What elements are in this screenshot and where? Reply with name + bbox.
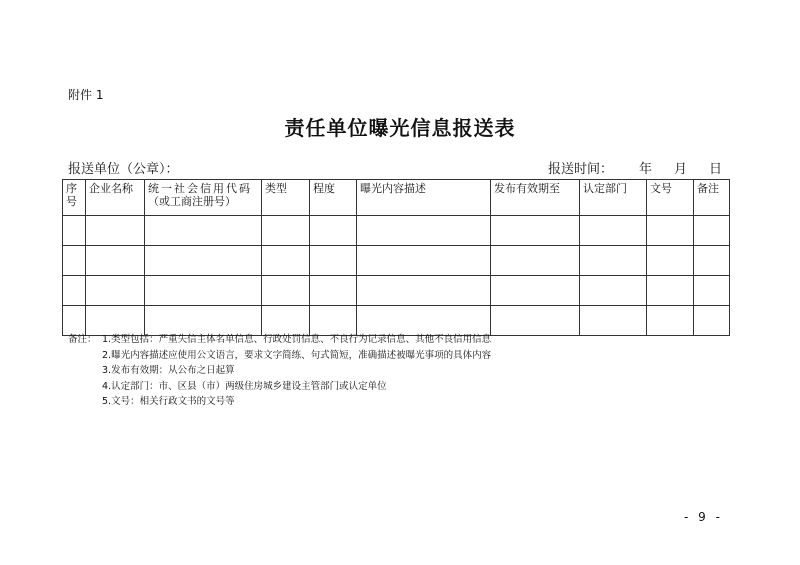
note-item: 3.发布有效期：从公布之日起算 — [102, 365, 235, 376]
table-cell — [647, 246, 694, 276]
table-cell — [491, 216, 580, 246]
table-cell — [357, 306, 491, 336]
note-item: 备注： 1.类型包括：严重失信主体名单信息、行政处罚信息、不良行为记录信息、其他不良信用信息 — [68, 332, 491, 348]
month-label: 月 — [674, 162, 688, 177]
table-cell — [145, 216, 262, 246]
table-cell — [262, 246, 310, 276]
table-cell — [647, 306, 694, 336]
table-cell — [145, 276, 262, 306]
header-cell: 序 号 — [63, 180, 86, 216]
table-cell — [86, 306, 145, 336]
table-cell — [86, 246, 145, 276]
table-cell — [694, 246, 730, 276]
page-title: 责任单位曝光信息报送表 — [284, 116, 516, 140]
table-cell — [694, 216, 730, 246]
header-cell: 企业名称 — [86, 180, 145, 216]
table-cell — [310, 216, 357, 246]
table-cell — [357, 276, 491, 306]
header-cell: 程度 — [310, 180, 357, 216]
reporting-time — [548, 158, 722, 177]
notes-lead: 备注： — [68, 334, 97, 345]
table-cell — [310, 276, 357, 306]
table-cell — [357, 246, 491, 276]
notes-section — [68, 332, 491, 410]
table-cell — [86, 216, 145, 246]
table-cell — [580, 216, 647, 246]
header-cell: 备注 — [694, 180, 730, 216]
table-cell — [262, 306, 310, 336]
table-cell — [86, 276, 145, 306]
header-cell: 类型 — [262, 180, 310, 216]
table-cell — [647, 276, 694, 306]
reporting-time-label: 报送时间： — [548, 162, 614, 177]
note-item: 5.文号：相关行政文书的文号等 — [102, 396, 235, 407]
table-cell — [491, 246, 580, 276]
report-table — [62, 179, 730, 336]
table-cell — [262, 216, 310, 246]
attachment-label: 附件 1 — [68, 88, 104, 102]
table-cell — [145, 306, 262, 336]
day-label: 日 — [709, 162, 723, 177]
header-cell: 文号 — [647, 180, 694, 216]
header-cell: 发布有效期至 — [491, 180, 580, 216]
table-cell — [357, 216, 491, 246]
header-cell: 统一社会信用代码 （或工商注册号） — [145, 180, 262, 216]
table-cell — [310, 306, 357, 336]
table-row — [63, 246, 730, 276]
table-row — [63, 216, 730, 246]
table-cell — [694, 276, 730, 306]
table-cell — [491, 306, 580, 336]
table-cell — [63, 306, 86, 336]
table-cell — [491, 276, 580, 306]
page-number: - 9 - — [684, 510, 723, 524]
header-cell: 认定部门 — [580, 180, 647, 216]
table-cell — [647, 216, 694, 246]
table-cell — [145, 246, 262, 276]
table-row — [63, 276, 730, 306]
note-item: 2.曝光内容描述应使用公文语言，要求文字简练、句式简短，准确描述被曝光事项的具体内容 — [102, 349, 492, 361]
year-label: 年 — [639, 162, 653, 177]
table-cell — [580, 246, 647, 276]
table-row — [63, 306, 730, 336]
table-header-row — [63, 180, 730, 216]
reporting-unit-label: 报送单位（公章）： — [68, 162, 179, 177]
table-cell — [580, 306, 647, 336]
table-cell — [694, 306, 730, 336]
header-cell: 曝光内容描述 — [357, 180, 491, 216]
table-cell — [580, 276, 647, 306]
table-cell — [63, 276, 86, 306]
table-cell — [310, 246, 357, 276]
note-item: 4.认定部门：市、区县（市）两级住房城乡建设主管部门或认定单位 — [102, 380, 387, 392]
table-cell — [63, 216, 86, 246]
table-cell — [262, 276, 310, 306]
table-cell — [63, 246, 86, 276]
